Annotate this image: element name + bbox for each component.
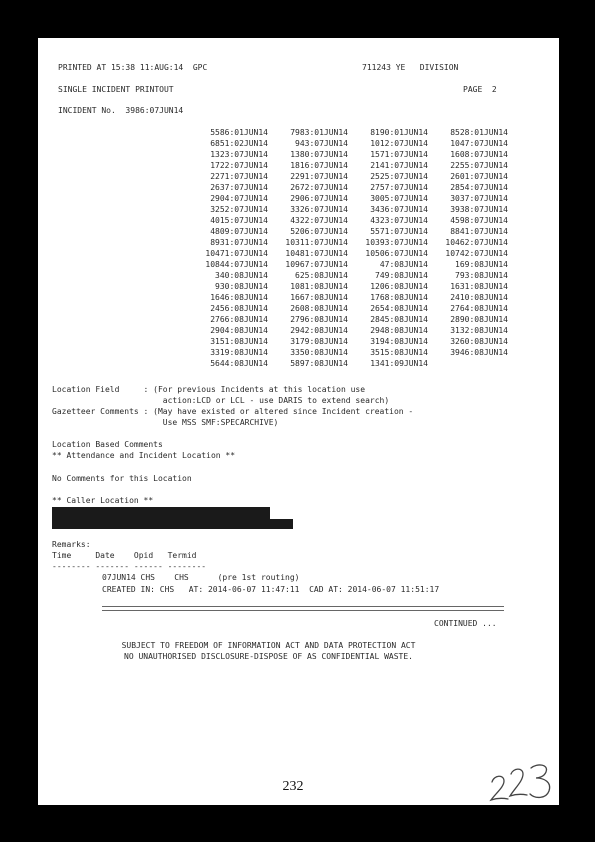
incident-ref: 2766:08JUN14 (210, 315, 268, 324)
page-number: 232 (282, 779, 304, 794)
incident-row (188, 303, 508, 314)
incident-row (188, 292, 508, 303)
incident-ref: 3260:08JUN14 (450, 337, 508, 346)
incident-ref: 3132:08JUN14 (450, 326, 508, 335)
incident-row (188, 259, 508, 270)
incident-ref: 3037:07JUN14 (450, 194, 508, 203)
incident-ref: 3436:07JUN14 (370, 205, 428, 214)
incident-row (188, 347, 508, 358)
incident-row (188, 127, 508, 138)
no-comments-text: No Comments for this Location (52, 474, 192, 483)
incident-ref: 2854:07JUN14 (450, 183, 508, 192)
incident-ref: 8931:07JUN14 (210, 238, 268, 247)
incident-ref: 10393:07JUN14 (365, 238, 428, 247)
incident-ref: 3252:07JUN14 (210, 205, 268, 214)
incident-ref: 2410:08JUN14 (450, 293, 508, 302)
incident-ref: 10742:07JUN14 (445, 249, 508, 258)
incident-row (188, 160, 508, 171)
incident-ref: 47:08JUN14 (379, 260, 428, 269)
incident-ref: 1341:09JUN14 (370, 359, 428, 368)
incident-ref: 2890:08JUN14 (450, 315, 508, 324)
incident-ref: 4809:07JUN14 (210, 227, 268, 236)
incident-ref: 3350:08JUN14 (290, 348, 348, 357)
incident-ref: 625:08JUN14 (295, 271, 348, 280)
incident-ref: 3515:08JUN14 (370, 348, 428, 357)
incident-ref: 5897:08JUN14 (290, 359, 348, 368)
incident-ref: 7983:01JUN14 (290, 128, 348, 137)
incident-row (188, 281, 508, 292)
incident-list (188, 127, 508, 369)
incident-ref: 2904:08JUN14 (210, 326, 268, 335)
incident-ref: 3938:07JUN14 (450, 205, 508, 214)
remarks-entry: 07JUN14 CHS CHS (pre 1st routing) (102, 573, 300, 582)
caller-location-heading: ** Caller Location ** (52, 496, 154, 505)
incident-row (188, 204, 508, 215)
division: 711243 YE DIVISION (362, 63, 459, 72)
gazetteer-comments-line1: Gazetteer Comments : (May have existed or altered since Incident creation - (52, 407, 414, 416)
incident-ref: 1206:08JUN14 (370, 282, 428, 291)
incident-ref: 1631:08JUN14 (450, 282, 508, 291)
incident-ref: 2948:08JUN14 (370, 326, 428, 335)
incident-ref: 1081:08JUN14 (290, 282, 348, 291)
incident-ref: 3194:08JUN14 (370, 337, 428, 346)
printed-at: PRINTED AT 15:38 11:AUG:14 GPC (58, 63, 208, 72)
incident-ref: 10311:07JUN14 (285, 238, 348, 247)
document-page (38, 38, 559, 805)
incident-ref: 793:08JUN14 (455, 271, 508, 280)
incident-ref: 8841:07JUN14 (450, 227, 508, 236)
double-rule (102, 606, 504, 611)
incident-ref: 5644:08JUN14 (210, 359, 268, 368)
incident-ref: 1646:08JUN14 (210, 293, 268, 302)
incident-ref: 169:08JUN14 (455, 260, 508, 269)
incident-row (188, 193, 508, 204)
incident-row (188, 138, 508, 149)
incident-ref: 2672:07JUN14 (290, 183, 348, 192)
incident-ref: 2637:07JUN14 (210, 183, 268, 192)
incident-ref: 340:08JUN14 (215, 271, 268, 280)
continued-label: CONTINUED ... (434, 619, 497, 628)
incident-row (188, 325, 508, 336)
incident-ref: 1323:07JUN14 (210, 150, 268, 159)
incident-ref: 2601:07JUN14 (450, 172, 508, 181)
incident-ref: 10462:07JUN14 (445, 238, 508, 247)
incident-ref: 943:07JUN14 (295, 139, 348, 148)
incident-row (188, 270, 508, 281)
incident-ref: 5571:07JUN14 (370, 227, 428, 236)
incident-ref: 2141:07JUN14 (370, 161, 428, 170)
incident-ref: 5206:07JUN14 (290, 227, 348, 236)
incident-ref: 4322:07JUN14 (290, 216, 348, 225)
incident-ref: 3946:08JUN14 (450, 348, 508, 357)
incident-row (188, 248, 508, 259)
incident-ref: 1816:07JUN14 (290, 161, 348, 170)
incident-row (188, 237, 508, 248)
incident-row (188, 171, 508, 182)
incident-ref: 1380:07JUN14 (290, 150, 348, 159)
incident-ref: 749:08JUN14 (375, 271, 428, 280)
incident-ref: 3179:08JUN14 (290, 337, 348, 346)
incident-number: INCIDENT No. 3986:07JUN14 (58, 106, 184, 115)
incident-ref: 3319:08JUN14 (210, 348, 268, 357)
incident-ref: 4598:07JUN14 (450, 216, 508, 225)
incident-ref: 10506:07JUN14 (365, 249, 428, 258)
incident-ref: 2906:07JUN14 (290, 194, 348, 203)
incident-ref: 1722:07JUN14 (210, 161, 268, 170)
incident-ref: 930:08JUN14 (215, 282, 268, 291)
incident-row (188, 226, 508, 237)
page-label: PAGE 2 (463, 85, 497, 94)
incident-row (188, 182, 508, 193)
incident-ref: 3005:07JUN14 (370, 194, 428, 203)
incident-ref: 1667:08JUN14 (290, 293, 348, 302)
incident-ref: 5586:01JUN14 (210, 128, 268, 137)
redacted-block-lower (52, 519, 293, 529)
incident-ref: 2942:08JUN14 (290, 326, 348, 335)
remarks-dashes: -------- ------- ------ -------- (52, 562, 207, 571)
incident-ref: 1768:08JUN14 (370, 293, 428, 302)
incident-ref: 2845:08JUN14 (370, 315, 428, 324)
incident-ref: 2757:07JUN14 (370, 183, 428, 192)
foi-notice: SUBJECT TO FREEDOM OF INFORMATION ACT AND DATA PROTECTION ACT (121, 641, 416, 650)
incident-ref: 2525:07JUN14 (370, 172, 428, 181)
location-comments-heading: Location Based Comments (52, 440, 163, 449)
incident-ref: 2271:07JUN14 (210, 172, 268, 181)
incident-ref: 3151:08JUN14 (210, 337, 268, 346)
incident-row (188, 358, 508, 369)
incident-ref: 2654:08JUN14 (370, 304, 428, 313)
incident-ref: 2764:08JUN14 (450, 304, 508, 313)
incident-ref: 6851:02JUN14 (210, 139, 268, 148)
incident-ref: 4015:07JUN14 (210, 216, 268, 225)
handwritten-number-mark (487, 760, 557, 804)
disclosure-notice: NO UNAUTHORISED DISCLOSURE-DISPOSE OF AS CONFIDENTIAL WASTE. (124, 652, 413, 661)
incident-ref: 2456:08JUN14 (210, 304, 268, 313)
incident-ref: 2796:08JUN14 (290, 315, 348, 324)
incident-ref: 10844:07JUN14 (205, 260, 268, 269)
incident-ref: 2608:08JUN14 (290, 304, 348, 313)
location-field-line1: Location Field : (For previous Incidents at this location use (52, 385, 366, 394)
incident-ref: 10967:07JUN14 (285, 260, 348, 269)
incident-ref: 2291:07JUN14 (290, 172, 348, 181)
remarks-columns: Time Date Opid Termid (52, 551, 197, 560)
remarks-heading: Remarks: (52, 540, 91, 549)
incident-row (188, 314, 508, 325)
incident-ref: 1571:07JUN14 (370, 150, 428, 159)
location-field-line2: action:LCD or LCL - use DARIS to extend search) (52, 396, 390, 405)
incident-row (188, 149, 508, 160)
incident-ref: 1012:07JUN14 (370, 139, 428, 148)
incident-ref: 10471:07JUN14 (205, 249, 268, 258)
incident-ref: 4323:07JUN14 (370, 216, 428, 225)
attendance-location-heading: ** Attendance and Incident Location ** (52, 451, 236, 460)
incident-ref: 3326:07JUN14 (290, 205, 348, 214)
incident-ref: 2255:07JUN14 (450, 161, 508, 170)
incident-ref: 8190:01JUN14 (370, 128, 428, 137)
incident-ref: 10481:07JUN14 (285, 249, 348, 258)
incident-ref: 1608:07JUN14 (450, 150, 508, 159)
remarks-created: CREATED IN: CHS AT: 2014-06-07 11:47:11 CAD AT: 2014-06-07 11:51:17 (102, 585, 440, 594)
gazetteer-comments-line2: Use MSS SMF:SPECARCHIVE) (52, 418, 279, 427)
incident-row (188, 215, 508, 226)
printout-title: SINGLE INCIDENT PRINTOUT (58, 85, 174, 94)
incident-ref: 8528:01JUN14 (450, 128, 508, 137)
incident-row (188, 336, 508, 347)
incident-ref: 2904:07JUN14 (210, 194, 268, 203)
incident-ref: 1047:07JUN14 (450, 139, 508, 148)
